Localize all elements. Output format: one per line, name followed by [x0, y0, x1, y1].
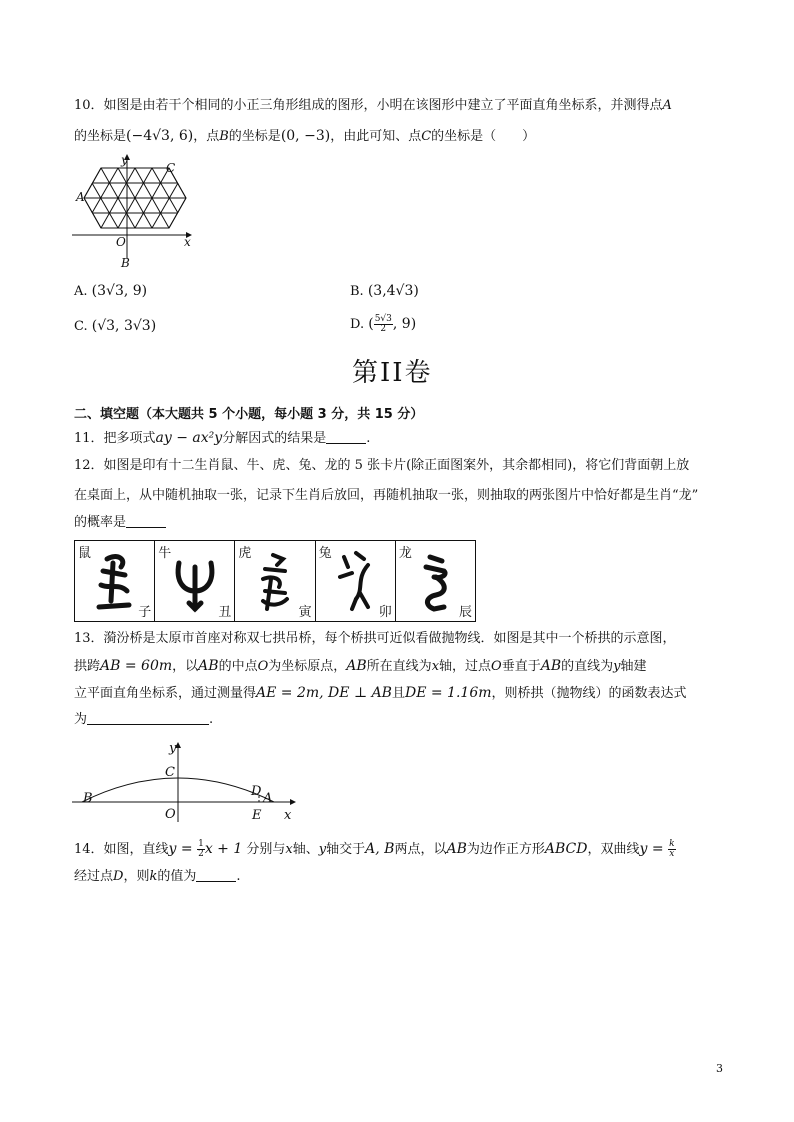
q14-line2: 经过点D，则k的值为 .: [74, 869, 241, 884]
q10-fig-label-O: O: [116, 235, 126, 249]
q10-fig-label-y: y: [121, 154, 128, 167]
q10-fig-label-C: C: [166, 161, 176, 175]
section-title: 第II卷: [352, 358, 433, 388]
q10-option-d-fraction: $\frac{5√3}{2}$: [374, 314, 392, 334]
q10-line1: 10．如图是由若干个相同的小正三角形组成的图形，小明在该图形中建立了平面直角坐标系，并测得点A: [74, 98, 672, 113]
q13-fig-label-y: y: [169, 741, 177, 756]
q11-answer-blank[interactable]: [326, 431, 366, 444]
zodiac-card-tiger: 虎 寅: [235, 541, 315, 621]
q12-line2: 在桌面上，从中随机抽取一张，记录下生肖后放回，再随机抽取一张，则抽取的两张图片中恰好都是生肖“龙”: [74, 488, 699, 503]
zodiac-card-dragon: 龙 辰: [398, 546, 473, 620]
q10-fig-label-A: A: [76, 190, 85, 204]
q13-answer-blank[interactable]: [87, 712, 209, 725]
q13-line2: 拱跨AB = 60m，以AB的中点O为坐标原点，AB所在直线为x轴，过点O垂直于AB的直线为y轴建: [74, 658, 647, 674]
q13-fig-label-O: O: [165, 807, 176, 822]
q12-line1: 12．如图是印有十二生肖鼠、牛、虎、兔、龙的 5 张卡片(除正面图案外，其余都相同)，将它们背面朝上放: [74, 458, 690, 473]
q13-fig-label-C: C: [165, 765, 175, 780]
q10-triangle-grid-figure: [70, 154, 200, 272]
rat-glyph-icon: [93, 549, 137, 615]
q10-fig-label-B: B: [121, 256, 130, 270]
zodiac-card-ox: 牛 丑: [155, 541, 235, 621]
q10-fig-label-x: x: [184, 235, 191, 249]
section-heading: 二、填空题（本大题共 5 个小题，每小题 3 分，共 15 分）: [74, 407, 424, 422]
q13-line4: 为 .: [74, 712, 214, 727]
q12-answer-blank[interactable]: [126, 515, 166, 528]
rabbit-glyph-icon: [334, 549, 378, 615]
q13-fig-label-A: A: [263, 791, 273, 806]
q13-line1: 13．漪汾桥是太原市首座对称双七拱吊桥，每个桥拱可近似看做抛物线．如图是其中一个桥拱的示意图，: [74, 631, 676, 646]
zodiac-card-rabbit: 兔 卯: [316, 541, 396, 621]
ox-glyph-icon: [173, 549, 217, 615]
q14-fraction-half: $\frac{1}{2}$: [198, 839, 204, 859]
q14-line1: 14．如图，直线y = $\frac{1}{2}$ x + 1 分别与x轴、y轴交于A, B两点，以AB为边作正方形ABCD，双曲线y = $\frac{k}{x}$: [74, 839, 675, 859]
q13-fig-label-E: E: [252, 808, 262, 823]
q10-line2: 的坐标是(−4√3, 6)，点B的坐标是(0, −3)，由此可知、点C的坐标是（ ）: [74, 128, 536, 144]
q10-option-d[interactable]: D. ( $\frac{5√3}{2}$ , 9): [350, 314, 417, 334]
page-number: 3: [716, 1062, 723, 1075]
q13-fig-label-D: D: [251, 784, 262, 799]
dragon-glyph-icon: [414, 549, 458, 615]
zodiac-card-rat: 鼠 子: [75, 541, 155, 621]
q10-option-c[interactable]: C. (√3, 3√3): [74, 318, 157, 334]
q13-fig-label-x: x: [284, 808, 292, 823]
tiger-glyph-icon: [253, 549, 297, 615]
q13-line3: 立平面直角坐标系，通过测量得AE = 2m, DE ⊥ AB且DE = 1.16m，则桥拱（抛物线）的函数表达式: [74, 685, 687, 701]
q12-line3: 的概率是: [74, 514, 166, 532]
q14-fraction-k-over-x: $\frac{k}{x}$: [669, 839, 675, 859]
zodiac-cards-strip: [74, 540, 476, 622]
q13-bridge-arch-figure: [70, 738, 302, 824]
q14-answer-blank[interactable]: [196, 869, 236, 882]
q10-option-b[interactable]: B. (3,4√3): [350, 283, 419, 299]
q10-option-a[interactable]: A. (3√3, 9): [74, 283, 148, 299]
q11-line: 11．把多项式ay − ax²y分解因式的结果是 .: [74, 430, 371, 446]
q13-fig-label-B: B: [83, 791, 93, 806]
